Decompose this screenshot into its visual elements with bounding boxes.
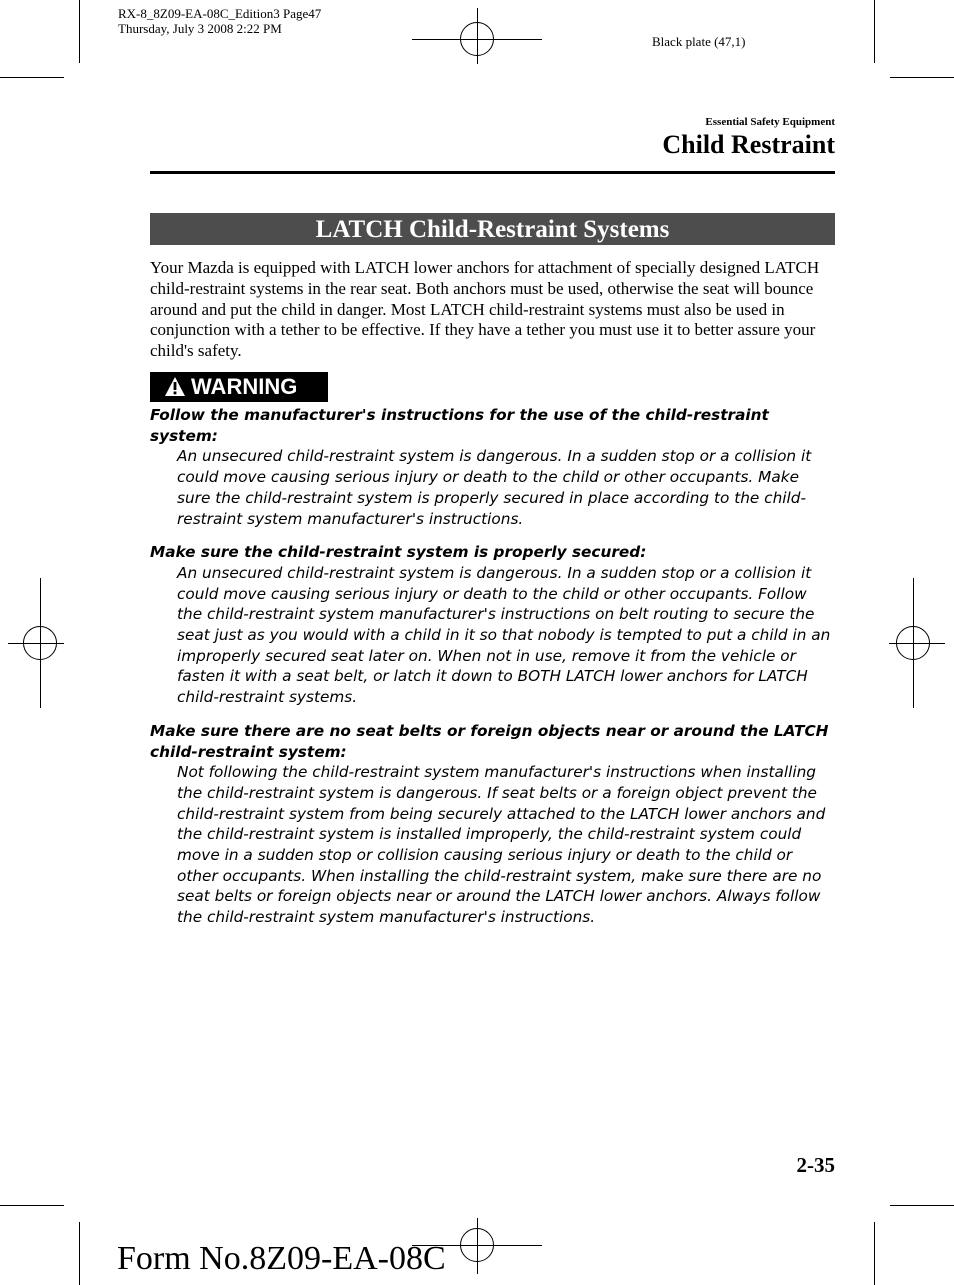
warning-item <box>150 542 832 708</box>
print-info-line2: Thursday, July 3 2008 2:22 PM <box>118 21 282 36</box>
plate-label: Black plate (47,1) <box>652 34 746 49</box>
topic-banner: LATCH Child-Restraint Systems <box>150 213 835 245</box>
print-info-line1: RX-8_8Z09-EA-08C_Edition3 Page47 <box>118 6 322 21</box>
crop-mark-bottom-right-v <box>874 1222 875 1285</box>
crop-mark-bottom-right-h <box>890 1205 954 1206</box>
warning-item-heading: Make sure the child-restraint system is properly secured: <box>150 543 647 562</box>
warning-item-text: An unsecured child-restraint system is dangerous. In a sudden stop or a collision it could move causing serious injury or death to the child or other occupants. Make sure the child-restraint system is properly secured in place according to the child-restraint system manufacturer's instructions. <box>177 447 812 528</box>
intro-paragraph: Your Mazda is equipped with LATCH lower anchors for attachment of specially designed LATCH child-restraint systems in the rear seat. Both anchors must be used, otherwise the seat will bounce around and put the child in danger. Most LATCH child-restraint systems must also be used in conjunction with a tether to be effective. If they have a tether you must use it to better assure your child's safety. <box>150 258 820 361</box>
warning-item-text: Not following the child-restraint system manufacturer's instructions when installing the child-restraint system is dangerous. If seat belts or a foreign object prevent the child-restraint system from being securely attached to the LATCH lower anchors and the child-restraint system is installed improperly, the child-restraint system could move in a sudden stop or collision causing serious injury or death to the child or other occupants. When installing the child-restraint system, make sure there are no seat belts or foreign objects near or around the LATCH lower anchors. Always follow the child-restraint system manufacturer's instructions. <box>177 763 826 927</box>
title-divider <box>150 171 835 174</box>
warning-item-heading: Follow the manufacturer's instructions for the use of the child-restraint system: <box>150 406 769 445</box>
warning-item <box>150 721 832 928</box>
warning-item-text: An unsecured child-restraint system is dangerous. In a sudden stop or a collision it could move causing serious injury or death to the child or other occupants. Follow the child-restraint system manufacturer's instructions on belt routing to secure the seat just as you would with a child in it so that nobody is tempted to put a child in an improperly secured seat later on. When not in use, remove it from the vehicle or fasten it with a seat belt, or latch it down to BOTH LATCH lower anchors for LATCH child-restraint systems. <box>177 563 831 707</box>
warning-badge <box>150 372 328 402</box>
warning-body <box>150 405 832 941</box>
crop-mark-top-right-v <box>874 0 875 63</box>
page-number: 2-35 <box>796 1153 835 1177</box>
warning-triangle-icon <box>164 376 186 397</box>
section-category: Essential Safety Equipment <box>705 116 835 128</box>
warning-label: WARNING <box>191 374 298 399</box>
warning-item-heading: Make sure there are no seat belts or foreign objects near or around the LATCH child-restraint system: <box>150 721 829 761</box>
crop-mark-top-left-h <box>0 77 64 78</box>
print-info <box>118 6 321 36</box>
section-title: Child Restraint <box>662 130 835 159</box>
crop-mark-top-right-h <box>890 77 954 78</box>
crop-mark-bottom-left-h <box>0 1205 64 1206</box>
crop-mark-top-left-v <box>79 0 80 63</box>
form-number: Form No.8Z09-EA-08C <box>117 1240 446 1277</box>
warning-item <box>150 405 832 529</box>
crop-mark-bottom-left-v <box>79 1222 80 1285</box>
